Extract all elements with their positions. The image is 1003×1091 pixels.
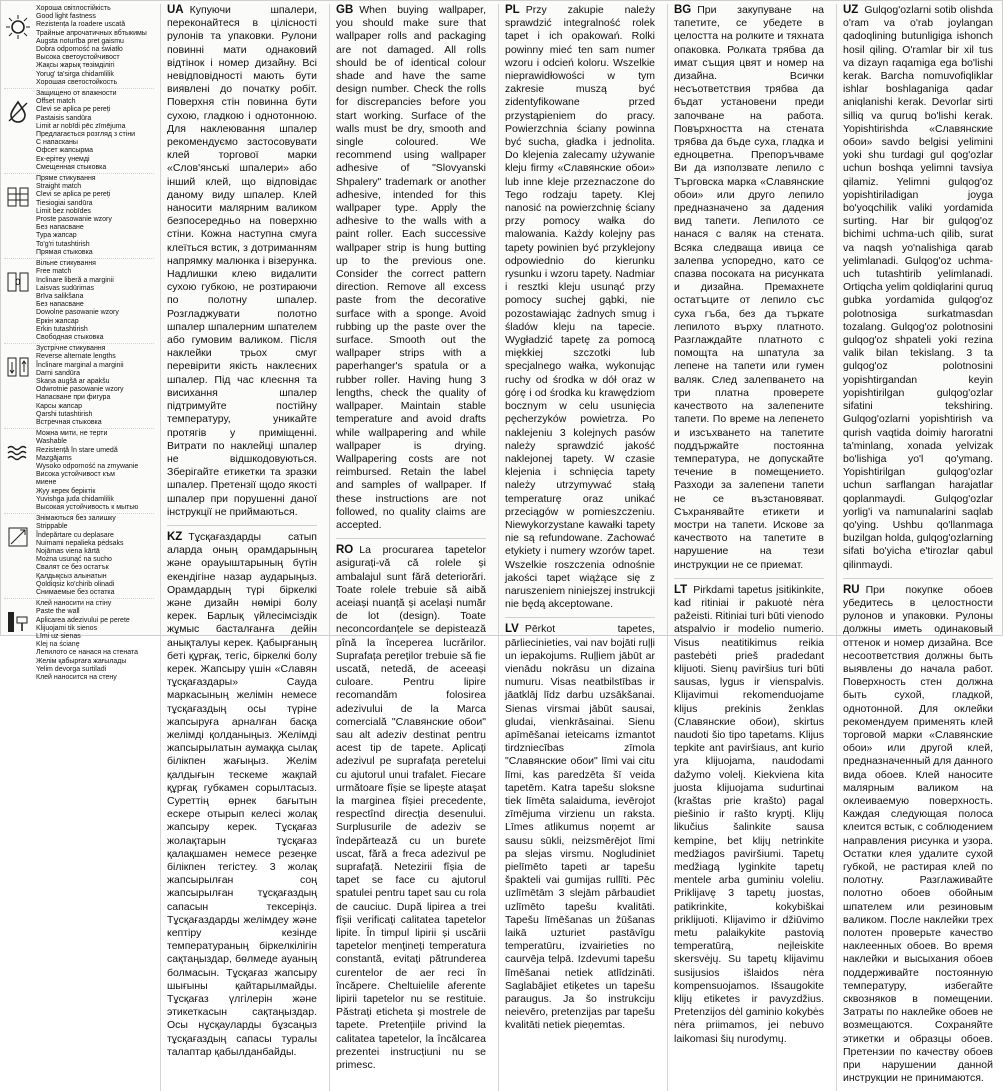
icon-row-free (4, 259, 154, 344)
instructions-uz: Gulqog'ozlarni sotib olishda o'ram va o'rab joylangan qadoqlining butunligiga ishonch hosil qiling. O'ramlar bir xil tus va dizayn raqamiga ega bo'lishi kerak. Barcha nomuvofiqliklar ishlar boshlaganiga qadar aniqlanishi kerak. Devorlar sirti silliq va quruq bo'lishi kerak. Yopishtirishda «Славянские обои» savdo belgisi yelimini yoki shu turdagi gul qog'ozlar uchun boshqa yelimni tavsiya qilamiz. Yelimni gulqog'oz yopishtiriladigan joyga bo'yoqchilik valiki yordamida surting. Har bir gulqog'oz bichimi uchma-uch qilib, surat va naqsh yo'nalishiga qarab yelimlanadi. Gulqog'oz uchma-uch tutashtirib yelimlanadi. Ortiqcha yelim qoldiqlarini quruq gubka yordamida gulqog'oz polotnosiga surkatmasdan tozalang. Gulqog'oz polotnosini gulqog'oz shpateli yoki rezina valik bilan tekislang. 3 ta gulqog'oz polotnosini yopishtirgandan keyin yopishtirilgan gulqog'ozlar sifatini tekshiring. Gulqog'ozlarni yopishtirish va qurish vaqtida doimiy haroratni ta'minlang, xonada yelvizak bo'lishiga yo'l qo'ymang. Yopishtirilgan gulqog'ozlar uchun sarflangan harajatlar qoplanmaydi. Gulqog'ozlar yorlig'i va namunalarini saqlab qo'ying. Ushbu qo'llanmaga buzilgan holda, gulqog'ozlarning sifati bo'yicha e'tirozlar qabul qilinmaydi. (843, 4, 993, 571)
icon-text-washable: Можна мити, не терти Washable Rezistență în stare umedă Mazgājams Wysoko odporność na zmywanie Висока устойчивост към миене Жуу керек беріктік Yuvishga juda chidamlilik Высокая устойчивость к мытью (36, 430, 139, 511)
lang-code-pl: PL (505, 4, 520, 16)
strippable-icon (4, 515, 32, 559)
divider (336, 538, 486, 539)
column-gb-ro (329, 4, 492, 1091)
lang-code-ro: RO (336, 544, 354, 557)
icon-row-paste-wall (4, 599, 154, 683)
svg-text:0: 0 (15, 278, 21, 289)
instructions-kz: Тұсқағаздарды сатып аларда оның орамдарының және орауыштарының бүтін екендігіне назар аударыңыз. Орамдардың түрі біркелкі және дизайн нөмірі болу керек. Барлық үйлесімсіздік жұмыс басталғанға дейін анықталуы керек. Қабырғаның беті құрғақ, тегіс, біркелкі болу керек. Жапсыру үшін «Славян тұсқағаздары» Сауда маркасының желімін немесе тұсқағаздың осы түріне жапсыруға арналған басқа желімді қолданыңыз. Желімді жапсырылатын аумаққа сылақ білікпен жағыңыз. Желім қалдығын тескеме жақпай құрғақ губкамен сорылтасыз. Суреттің өрнек бағытын ескере отырып келесі жолақ жапсыру керек. Тұсқағаз жолақтарын тұсқағаз қалақшамен немесе резеңке білікпен тегістеу. 3 жолақ жапсырылған соң жапсырылған тұсқағаздың сапасын тексеріңіз. Тұсқағаздарды желімдеу және кептіру кезінде температураның біркелкілігін сақтаңыздар, бөлмеде ауаның болмасын. Тұсқағаз жапсыру шығыны қайтарылмайды. Тұсқағаз үлгілерін және этикеткасын сақтаңыздар. Осы нұсқауларды бұзсаңыз тұсқағаздың сапасы туралы талаптар қабылданбайды. (167, 530, 317, 1058)
section-pl (505, 4, 655, 611)
section-ua (167, 4, 317, 519)
instructions-ro: La procurarea tapetelor asigurați-vă că rolele și ambalajul sunt fără deteriorări. Toate rolele trebuie să aibă aceiași nuanță și același număr de lot (design). Toate neconcordanțele se depistează pînă la începerea lucrărilor. Suprafața pereților trebuie să fie uscată, netedă, de aceeași culoare. Pentru lipire recomandăm folosirea adezivului de la Marca comercială "Славянские обои" sau alt adeziv destinat pentru acest tip de tapete. Aplicați adezivul pe suprafața peretelui cu ajutorul unui trafalet. Fiecare următoare fîșie se lipește ataşat la marginea fîșiei precedente, respectînd direcția desenului. Surplusurile de adeziv se îndepărtează cu un burete uscat, fără a freca adezivul pe suprafață. Netezirii fîșia de tapet se face cu ajutorul spatulei pentru tapet sau cu rola de cauciuc. După lipirea a trei fîșii verificați calitatea tapetelor lipite. În timpul lipirii și uscării tapetelor menţineți temperatura constantă, evitați pătrunderea curentelor de aer reci în încăpere. Cheltuielile aferente lipirii tapetelor nu se restituie. Păstrați eticheta și mostrele de tapete. Pretențiile privind la calitatea tapetelor, la încălcarea prezentei instrucțiuni nu se primesc. (336, 544, 486, 1072)
icon-text-paste-wall: Клей наносити на стіну Paste the wall Aplicarea adezivului pe perete Klijuojami tik sienos Līmi uz sienas Klej na ścianę Лепилото се нанася на стената Желім қабырғаға жағылады Yelim devorga surtiladi Клей наносится на стену (36, 600, 138, 682)
lang-code-gb: GB (336, 4, 354, 16)
columns-grid (4, 4, 999, 1085)
icon-text-reverse: Зустрічне стикування Reverse alternate lengths Înclinare marginal a marginii Darni sandūra Skaņa augšā ar apakšu Odwrotnie pasowanie wzory Напасване при фигура Карсы жапсар Qarshi tutashtirish Встречная стыковка (36, 345, 124, 426)
icons-column (4, 4, 154, 1091)
column-bg-lt (667, 4, 830, 1091)
column-pl-lv (498, 4, 661, 1091)
section-gb (336, 4, 486, 532)
lang-code-ua: UA (167, 4, 184, 16)
moisture-icon (4, 90, 32, 134)
divider (843, 578, 993, 579)
icon-row-straight (4, 174, 154, 259)
lang-code-ru: RU (843, 583, 860, 596)
column-uz-ru (836, 4, 999, 1091)
instructions-pl: Przy zakupie należy sprawdzić integralność rolek tapet i ich opakowań. Rolki powinny mieć ten sam numer wzoru i odcień koloru. Wszelkie nieprawidłowości w tym zakresie muszą być zidentyfikowane przed przystąpieniem do pracy. Powierzchnia ściany powinna być sucha, gładka i jednolita. Do klejenia zalecamy używanie kleju firmy «Славянские обои» lub inne kleje przeznaczone do Tego rodzaju tapety. Klej nanosić na powierzchnię ściany przy pomocy wałka do malowania. Każdy kolejny pas tapety powinien być przyklejony odpowiednio do kierunku rysunku i wzoru tapety. Nadmiar i resztki kleju usunąć przy pomocy suchej gąbki, nie pozostawiając żadnych smug i śladów kleju na tapecie. Wygładzić tapetę za pomocą miękkiej szczotki lub specjalnego wałka, wykonując ruchy od środka w dół oraz w górę i od środka ku krawędziom bocznym w celu usunięcia pęcherzyków powietrza. Po naklejeniu 3 kolejnych pasów należy sprawdzić jakość naklejonej tapety. W czasie klejenia i schnięcia tapety należy utrzymywać stałą temperaturę oraz unikać przeciągów w pomieszczeniu. Niewykorzystane kawałki tapety nie są refundowane. Zachować etykiety i numery wzorów tapet. Wszelkie roszczenia odnośnie jakości tapet wiążące się z naruszeniem niniejszej instrukcji nie będą akceptowane. (505, 4, 655, 611)
icon-row-reverse (4, 344, 154, 429)
icon-row-fastness (4, 4, 154, 89)
icon-row-strippable (4, 514, 154, 599)
lang-code-uz: UZ (843, 4, 859, 16)
section-kz (167, 531, 317, 1059)
icon-text-moisture: Защищено от влажности Offset match Clevi se aplica pe pereți Pastaisis sandūra Limit ar nobīdi pēc zīmējuma Предлагається розгляд з стіни С напасканы Офсет жапсырма Ек-ерітеу үнемді Смещенная стыковка (36, 90, 136, 171)
instructions-ua: Купуючи шпалери, переконайтеся в цілісності рулонів та упаковки. Рулони повинні мати однаковий відтінок і номер дизайну. Всі невідповідності мають бути виявлені до початку робіт. Поверхня стін повинна бути сухою, гладкою і однотонною. Для наклеювання шпалер рекомендуємо застосовувати клей торгової марки «Слов'янські шпалери» або інший клей, що відповідає даному виду шпалер. Клей наносити малярним валиком безпосередньо на поверхню стіни. Кожна наступна смуга клеїться встик, з дотриманням напрямку малюнка і візерунка. Надлишки клею видалити сухою губкою, не розтираючи по полотну шпалер. Розгладжувати полотно шпалер шпалерним шпателем або гумовим валиком. Після наклейки трьох смуг перевірити якість наклеєних шпалер. Під час клеєння та висихання шпалер підтримуйте постійну температуру, уникайте протягів у приміщенні. Витрати по наклейці шпалер не відшкодовуються. Зберігайте етикетки та зразки шпалер. Претензії щодо якості шпалер при порушенні даної інструкції не приймаються. (167, 4, 317, 518)
instructions-lt: Pirkdami tapetus įsitikinkite, kad ritiniai ir pakuotė nėra pažeisti. Ritiniai turi būti vienodo atspalvio ir modelio numerio. Visus neatitikimus reikia pastebėti prieš pradedant klijuoti. Sienų paviršius turi būti sausas, lygus ir vienspalvis. Klijavimui rekomenduojame klijus prekinis ženklas (Славянские обои), skirtus naudoti šio tipo tapetams. Klijus tepkite ant paviršiaus, ant kurio yra klijuojama, naudodami dažymo volelį. Kiekviena kita juosta klijuojama sudurtinai (kraštas prie krašto) pagal piešinio ir rašto kryptį. Klijų likučius šalinkite sausa kempine, bet klijų netrinkite medžiagos paviršiumi. Tapetų medžiagą lyginkite tapetų mentele arba guminiu voleliu. Priklijavę 3 tapetų juostas, patikrinkite, kokybiškai priklijuoti. Klijavimo ir džiūvimo metu palaikykite pastovią temperatūrą, neįleiskite skersvėjų. Su tapetų klijavimu susijusios išlaidos nėra kompensuojamos. Išsaugokite klijų etiketes ir pavyzdžius. Pretenzijos dėl gaminio kokybės nėra priimamos, jei nebuvo laikomasi šių nurodymų. (674, 583, 824, 1045)
instructions-bg: При закупуване на тапетите, се убедете в целостта на ролките и тяхната опаковка. Ролката трябва да имат същия цвят и номер на дизайна. Всички несъответствия трябва да бъдат установени преди започване на работа. Повърхността на стената трябва да бъде суха, гладка и едноцветна. Препоръчваме Ви да използвате лепило с Търговска марка «Славянские обои» или друго лепило предназначено за дадения вид тапети. Лепилото се нанася с валяк на стената. Всяка следваща ивица се залепва успоредно, като се спазва посоката на рисунката и дизайна. Премахнете остатъците от лепило със суха гъба, без да търкате лепилото върху платното. Разглаждайте платното с помощта на шпатула за лепене на тапети или гумен валяк. След залепването на три платна проверете качеството на залепените тапети. По време на лепенето и изсъхването на тапетите поддържайте постоянна температура, не допускайте течение в помещението. Разходи за залепени тапети не се възстановяват. Съхранявайте етикети и мостри на тапети. Искове за качеството на тапетите в нарушение на тези инструкции не се приемат. (674, 4, 824, 571)
straight-match-icon (4, 175, 32, 219)
section-ro (336, 544, 486, 1072)
reverse-hanging-icon (4, 345, 32, 389)
instructions-ru: При покупке обоев убедитесь в целостности рулонов и упаковки. Рулоны должны иметь одинаковый оттенок и номер дизайна. Все несоответствия должны быть выявлены до начала работ. Поверхность стен должна быть сухой, гладкой, однотонной. Для оклейки рекомендуем применять клей торговой марки «Славянские обои» или другой клей, предназначенный для данного вида обоев. Клей наносите малярным валиком на оклеиваемую поверхность. Каждая следующая полоса клеится встык, с соблюдением направления рисунка и узора. Остатки клея удалите сухой губкой, не растирая клей по полотну. Разглаживайте полотно обоев обойным шпателем или резиновым валиком. После наклейки трех полотен проверьте качество наклеенных обоев. Во время наклейки и высыхания обоев поддерживайте постоянную температуру, избегайте сквозняков в помещении. Затраты по наклейке обоев не возмещаются. Сохраняйте этикетки и образцы обоев. Претензии по качеству обоев при нарушении данной инструкции не принимаются. (843, 583, 993, 1085)
divider (674, 578, 824, 579)
instructions-lv: Pērkot tapetes, pārliecinieties, vai nav bojāti ruļļi un iepakojums. Ruļļiem jābūt ar vienādu nokrāsu un dizaina numuru. Visas neatbilstības ir jāatklāj līdz darbu uzsākšanai. Sienas virsmai jābūt sausai, gludai, vienkrāsainai. Sienu apīmēšanai ieteicams izmantot tirdzniecības zīmola "Славянские обои" līmi vai citu līmi, kas paredzēta šī veida tapetēm. Katra tapešu sloksne tiek līmēta salaiduma, ievērojot zīmējuma virzienu un raksta. Līmes atlikumus noņemt ar sausu sūkli, neizsmērējot līmi pa slejas virsmu. Nogludiniet pielīmēto tapeti ar tapešu špakteli vai gumijas rullīti. Pēc uzlīmētām 3 slejām pārbaudiet uzlīmēto tapešu kvalitāti. Tapešu līmēšanas un žūšanas laikā uzturiet pastāvīgu temperatūru, izvairieties no caurvēja telpā. Izdevumi tapešu līmēšanai netiek atlīdzināti. Saglabājiet etiķetes un tapešu paraugus. Ja šo instrukciju neievēro, pretenzijas par tapešu kvalitāti netiek pieņemtas. (505, 623, 655, 1032)
divider (505, 617, 655, 618)
section-lv (505, 623, 655, 1032)
fastness-icon (4, 5, 32, 49)
icon-row-washable (4, 429, 154, 514)
section-uz (843, 4, 993, 572)
lang-code-kz: KZ (167, 530, 183, 543)
instructions-gb: When buying wallpaper, you should make sure that wallpaper rolls and packaging are not damaged. All rolls should be of identical colour shade and have the same design number. Check the rolls for discrepancies before you start working. Surface of the walls must be dry, smooth and single coloured. We recommend using wallpaper adhesive of "Slovyanski Shpalery" trademark or another adhesive, intended for this wallpaper type. Apply the adhesive to the walls with a paint roller. Each successive wallpaper strip is hung butting up to the previous one. Consider the correct pattern direction. Remove all excess paste from the decorative surface with a sponge. Avoid rubbing up the paste over the surface. Smooth out the wallpaper strips with a paperhanger's spatula or a rubber roller. Having hung 3 lengths, check the quality of wallpaper. Maintain stable temperature and avoid drafts while wallpapering and while wallpaper is drying. Wallpapering costs are not reimbursed. Retain the label and samples of wallpaper. If these instructions are not followed, no quality claims are accepted. (336, 4, 486, 531)
lang-code-lt: LT (674, 583, 688, 596)
lang-code-bg: BG (674, 4, 692, 16)
lang-code-lv: LV (505, 623, 519, 636)
section-lt (674, 584, 824, 1046)
icon-text-straight: Пряме стикування Straight match Clevi se aplica pe pereți Tiesiogiai sandūra Limit bez nobīdes Proste pasowanie wzory Без напасване Тура жапсар To'g'ri tutashtirish Прямая стыковка (36, 175, 112, 256)
divider (167, 525, 317, 526)
section-ru (843, 584, 993, 1086)
section-bg (674, 4, 824, 572)
paste-wall-icon (4, 600, 32, 644)
washable-icon (4, 430, 32, 474)
free-match-icon (4, 260, 32, 304)
column-ua-kz (160, 4, 323, 1091)
icon-text-fastness: Хорошa світлостійкість Good light fastness Rezistența la roadere uscată Трайные апрочатичных вбтыкимы Augsta noturība pret gaismu Dobra odporność na światło Высока светоустойчивост Жақсы жарық төзімділігі Yorug' ta'sirga chidamlilik Хорошая светостойкость (36, 5, 147, 86)
icon-text-strippable: Знімаються без залишку Strippable Îndepărtare cu deplasare Nuimami nepalieka pėdsaks Nojāmas viena kārtā Można usunąć na sucho Свалят се без остатък Қалдықсыз алынатын Qoldiqsiz ko'chirib olinadi Снимаемые без остатка (36, 515, 124, 597)
icon-row-moisture (4, 89, 154, 174)
icon-text-free: Вільне стикування Free match Inclinare liberă a marginii Laisvas sudūrimas Brīva salikšana Без напасване Dowolne pasowanie wzory Еркін жапсар Erkin tutashtirish Свободная стыковка (36, 260, 119, 341)
